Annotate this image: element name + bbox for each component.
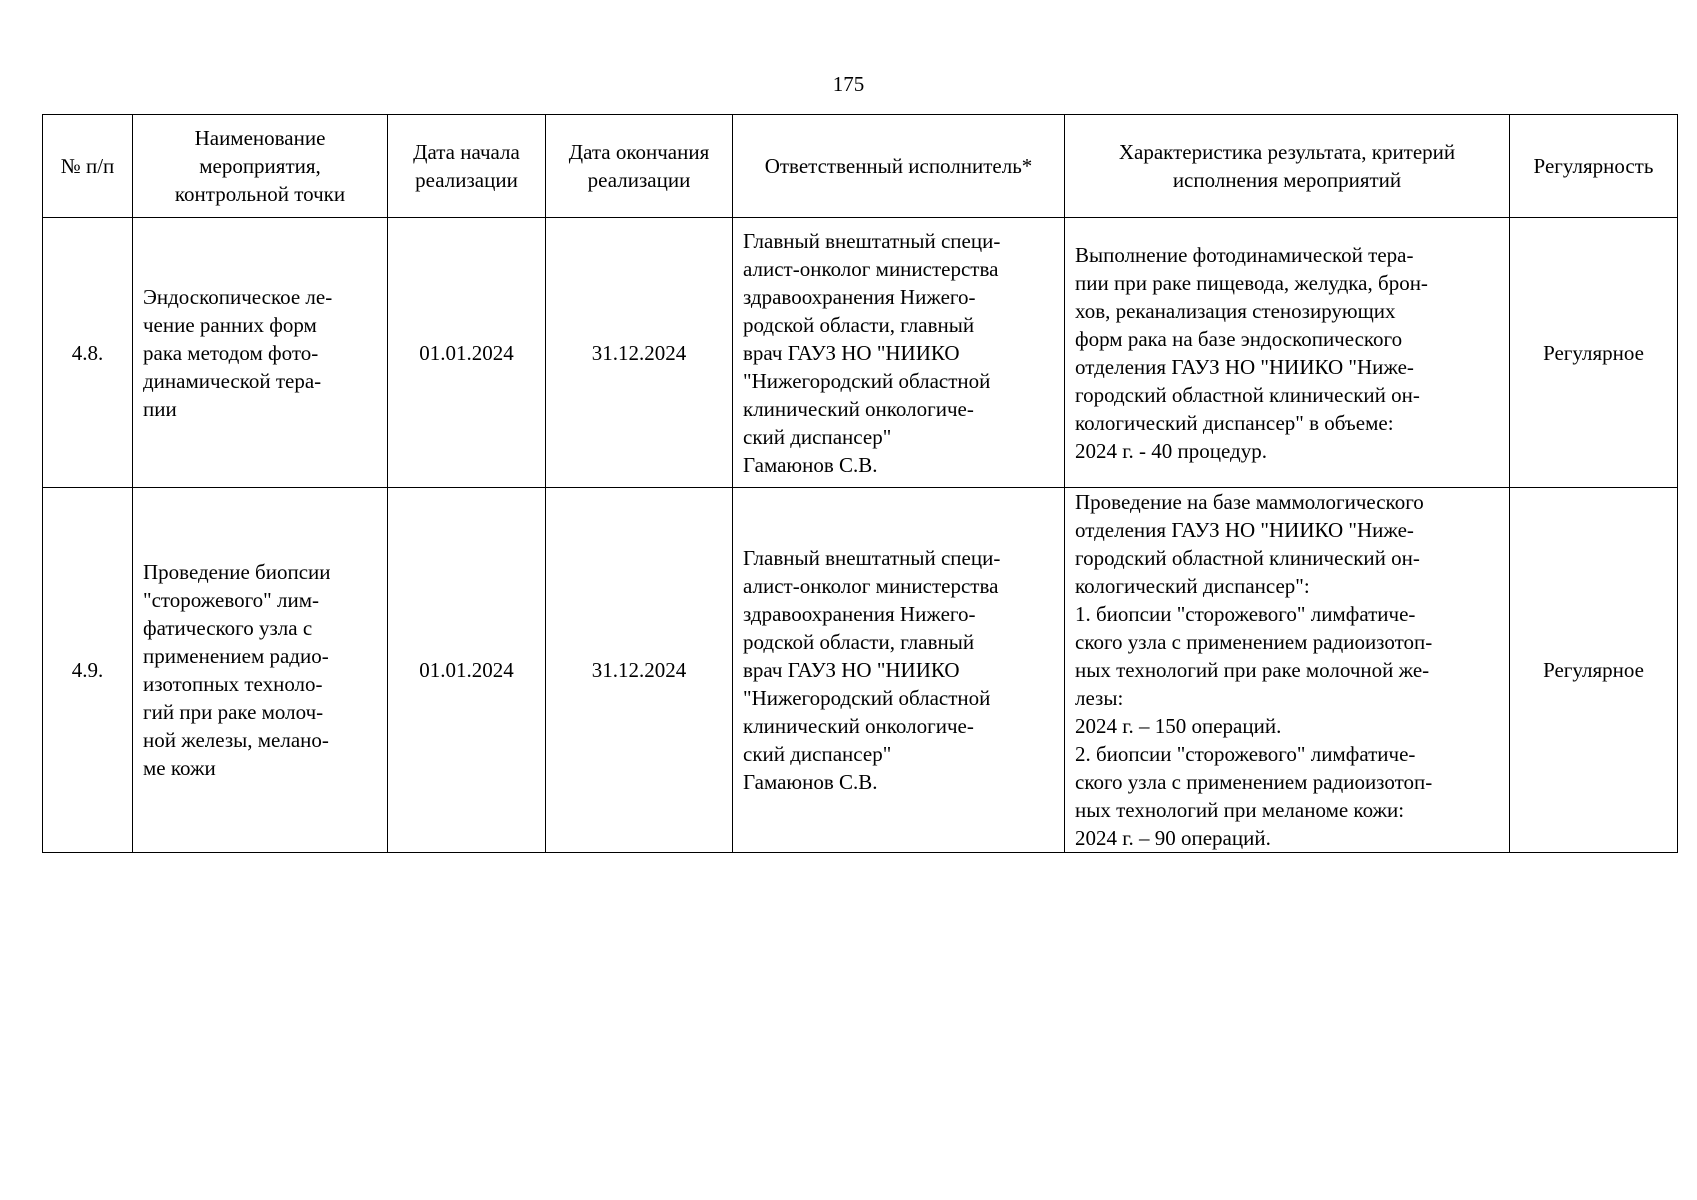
header-number: № п/п [43, 115, 133, 218]
result-description: Проведение на базе маммологического отделения ГАУЗ НО "НИИКО "Ниже- городский областной клинический он- кологический диспансер": 1. биопсии "сторожевого" лимфатиче- ского узла с применением радиоизотоп- ных технологий при раке молочной же- лезы: 2024 г. – 150 операций. 2. биопсии "сторожевого" лимфатиче- ского узла с применением радиоизотоп- ных технологий при меланоме кожи: 2024 г. – 90 операций. [1065, 488, 1510, 853]
header-regularity: Регулярность [1510, 115, 1678, 218]
start-date: 01.01.2024 [388, 488, 546, 853]
table-row [43, 218, 1678, 488]
responsible-person: Главный внештатный специ- алист-онколог министерства здравоохранения Нижего- родской области, главный врач ГАУЗ НО "НИИКО "Нижегородский областной клинический онкологиче- ский диспансер" Гамаюнов С.В. [733, 488, 1065, 853]
regularity: Регулярное [1510, 218, 1678, 488]
table-header-row [43, 115, 1678, 218]
row-number: 4.8. [43, 218, 133, 488]
responsible-person: Главный внештатный специ- алист-онколог министерства здравоохранения Нижего- родской области, главный врач ГАУЗ НО "НИИКО "Нижегородский областной клинический онкологиче- ский диспансер" Гамаюнов С.В. [733, 218, 1065, 488]
activity-name: Проведение биопсии "сторожевого" лим- фатического узла с применением радио- изотопных техноло- гий при раке молоч- ной железы, мелано- ме кожи [133, 488, 388, 853]
header-result: Характеристика результата, критерий исполнения мероприятий [1065, 115, 1510, 218]
activity-name: Эндоскопическое ле- чение ранних форм рака методом фото- динамической тера- пии [133, 218, 388, 488]
header-responsible: Ответственный исполнитель* [733, 115, 1065, 218]
activities-table [42, 114, 1678, 853]
header-end-date: Дата окончания реализации [546, 115, 733, 218]
end-date: 31.12.2024 [546, 488, 733, 853]
regularity: Регулярное [1510, 488, 1678, 853]
header-activity-name: Наименование мероприятия, контрольной точки [133, 115, 388, 218]
start-date: 01.01.2024 [388, 218, 546, 488]
result-description: Выполнение фотодинамической тера- пии при раке пищевода, желудка, брон- хов, реканализация стенозирующих форм рака на базе эндоскопического отделения ГАУЗ НО "НИИКО "Ниже- городский областной клинический он- кологический диспансер" в объеме: 2024 г. - 40 процедур. [1065, 218, 1510, 488]
page-number: 175 [832, 72, 865, 96]
end-date: 31.12.2024 [546, 218, 733, 488]
row-number: 4.9. [43, 488, 133, 853]
header-start-date: Дата начала реализации [388, 115, 546, 218]
table-row [43, 488, 1678, 853]
